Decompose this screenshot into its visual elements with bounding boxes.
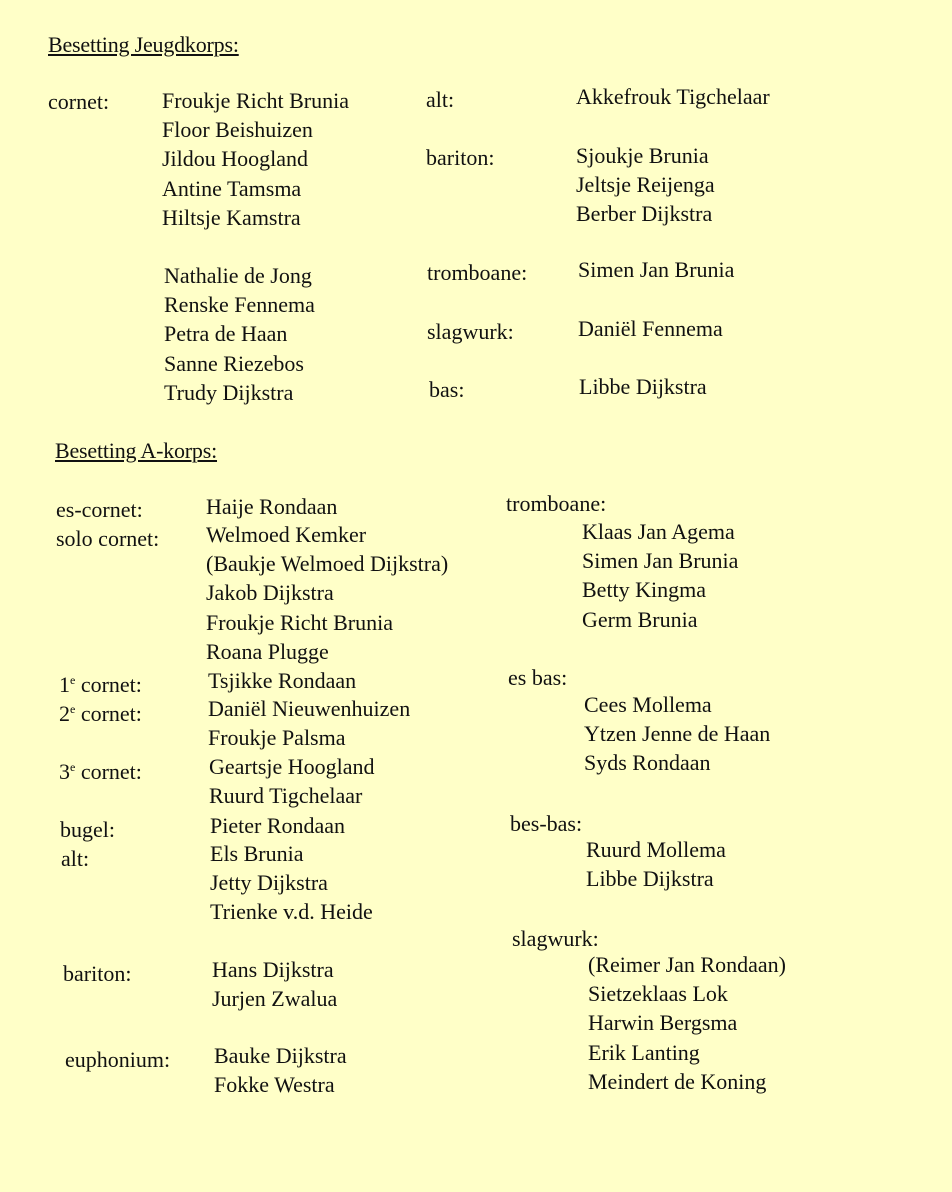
akorps-bugel-label: bugel: (60, 817, 115, 842)
jeugd-slagwurk-name: Daniël Fennema (578, 316, 723, 341)
akorps-bes-bas-label: bes-bas: (510, 811, 583, 836)
list-item: (Reimer Jan Rondaan) (588, 952, 786, 977)
akorps-cornet-3-label: 3e cornet: (59, 759, 142, 784)
akorps-bugel-name: Pieter Rondaan (210, 813, 346, 838)
list-item: Berber Dijkstra (576, 201, 713, 227)
list-item: Floor Beishuizen (162, 117, 313, 143)
akorps-cornet-1-name: Tsjikke Rondaan (208, 668, 357, 693)
jeugd-cornet-group2 (164, 261, 315, 407)
list-item: Sietzeklaas Lok (588, 981, 728, 1007)
list-item: Simen Jan Brunia (582, 548, 739, 574)
akorps-bariton-list (212, 955, 337, 1013)
jeugd-bas-label: bas: (429, 377, 465, 402)
list-item: Petra de Haan (164, 321, 288, 347)
akorps-es-bas-list (584, 690, 770, 778)
akorps-euphonium-list (214, 1041, 347, 1099)
list-item: Daniël Nieuwenhuizen (208, 696, 411, 721)
list-item: Els Brunia (210, 841, 304, 866)
akorps-slagwurk-label: slagwurk: (512, 926, 599, 951)
list-item: Bauke Dijkstra (214, 1043, 347, 1068)
list-item: Betty Kingma (582, 577, 707, 603)
list-item: Fokke Westra (214, 1072, 335, 1098)
list-item: (Baukje Welmoed Dijkstra) (206, 551, 449, 577)
list-item: Libbe Dijkstra (586, 866, 714, 892)
list-item: Sanne Riezebos (164, 350, 304, 376)
jeugd-bariton-list (576, 141, 715, 229)
akorps-bariton-label: bariton: (63, 961, 132, 986)
list-item: Germ Brunia (582, 606, 698, 632)
jeugd-slagwurk-label: slagwurk: (427, 319, 514, 344)
list-item: Klaas Jan Agema (582, 519, 735, 544)
list-item: Nathalie de Jong (164, 263, 312, 288)
akorps-bes-bas-list (586, 835, 726, 893)
list-item: Froukje Richt Brunia (162, 88, 349, 113)
list-item: Erik Lanting (588, 1039, 700, 1065)
list-item: Ruurd Mollema (586, 837, 726, 862)
list-item: Hiltsje Kamstra (162, 204, 301, 230)
jeugd-alt-name: Akkefrouk Tigchelaar (576, 84, 770, 109)
jeugd-cornet-label: cornet: (48, 89, 110, 114)
list-item: Froukje Richt Brunia (206, 609, 393, 635)
list-item: Syds Rondaan (584, 750, 711, 776)
akorps-heading: Besetting A-korps: (55, 438, 218, 463)
akorps-solo-cornet-label: solo cornet: (56, 526, 160, 551)
list-item: Hans Dijkstra (212, 957, 334, 982)
akorps-tromboane-label: tromboane: (506, 491, 607, 516)
akorps-alt-label: alt: (61, 846, 90, 871)
akorps-cornet-3-list (209, 752, 375, 810)
jeugd-bas-name: Libbe Dijkstra (579, 374, 707, 399)
list-item: Cees Mollema (584, 692, 712, 717)
jeugd-tromboane-label: tromboane: (427, 260, 528, 285)
akorps-cornet-2-label: 2e cornet: (59, 701, 142, 726)
akorps-euphonium-label: euphonium: (65, 1047, 171, 1072)
jeugd-alt-label: alt: (426, 87, 455, 112)
list-item: Antine Tamsma (162, 175, 302, 201)
list-item: Trienke v.d. Heide (210, 899, 373, 925)
list-item: Jakob Dijkstra (206, 580, 334, 606)
akorps-tromboane-list (582, 517, 738, 634)
list-item: Jildou Hoogland (162, 146, 309, 172)
jeugd-cornet-group1 (162, 86, 349, 232)
akorps-es-bas-label: es bas: (508, 665, 568, 690)
list-item: Meindert de Koning (588, 1068, 767, 1094)
list-item: Roana Plugge (206, 638, 329, 664)
akorps-solo-cornet-list (206, 520, 448, 666)
list-item: Ruurd Tigchelaar (209, 783, 363, 809)
list-item: Harwin Bergsma (588, 1010, 738, 1036)
list-item: Jeltsje Reijenga (576, 172, 715, 198)
jeugdkorps-heading: Besetting Jeugdkorps: (48, 32, 239, 57)
list-item: Jetty Dijkstra (210, 870, 328, 896)
akorps-cornet-1-label: 1e cornet: (59, 672, 142, 697)
akorps-es-cornet-name: Haije Rondaan (206, 494, 338, 519)
list-item: Geartsje Hoogland (209, 754, 375, 779)
list-item: Renske Fennema (164, 292, 315, 318)
akorps-slagwurk-list (588, 950, 786, 1096)
list-item: Sjoukje Brunia (576, 143, 709, 168)
list-item: Froukje Palsma (208, 725, 346, 751)
jeugd-bariton-label: bariton: (426, 145, 495, 170)
list-item: Ytzen Jenne de Haan (584, 721, 771, 747)
akorps-alt-list (210, 839, 373, 927)
list-item: Jurjen Zwalua (212, 986, 338, 1012)
list-item: Welmoed Kemker (206, 522, 367, 547)
akorps-cornet-2-list (208, 694, 410, 752)
list-item: Trudy Dijkstra (164, 379, 294, 405)
akorps-es-cornet-label: es-cornet: (56, 497, 143, 522)
jeugd-tromboane-name: Simen Jan Brunia (578, 257, 735, 282)
